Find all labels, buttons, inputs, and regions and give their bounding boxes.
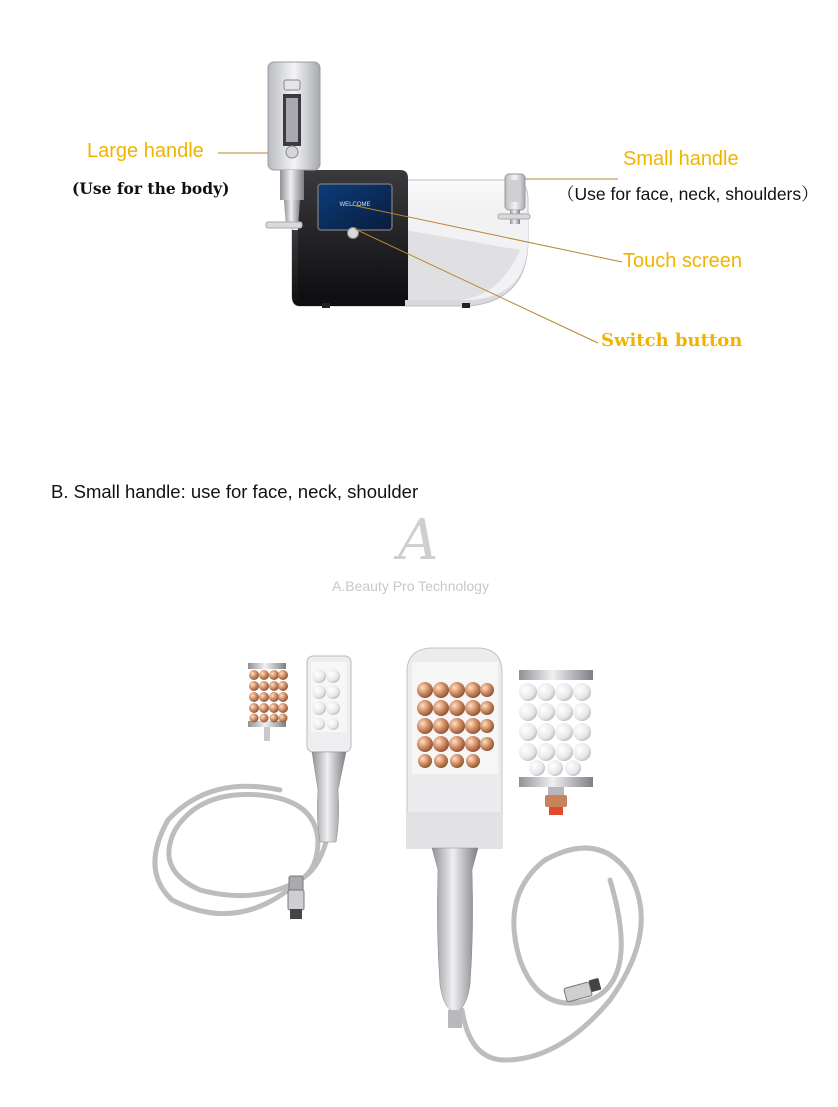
- watermark-text: A.Beauty Pro Technology: [332, 578, 489, 594]
- watermark-logo: A: [398, 508, 439, 573]
- switch-button: [348, 228, 359, 239]
- small-connector-icon: [288, 876, 304, 919]
- large-handle-label: Large handle: [87, 140, 204, 162]
- large-handle-cable: [462, 848, 641, 1060]
- small-handpiece-icon: [307, 656, 351, 842]
- large-handpiece-icon: [407, 648, 502, 1028]
- machine-illustration: [266, 62, 530, 308]
- screen-text: WELCOME: [339, 202, 371, 208]
- small-handle-usage-label: （Use for face, neck, shoulders）: [557, 184, 819, 204]
- switch-button-label: Switch button: [601, 330, 743, 351]
- small-rose-gold-roller-icon: [248, 663, 288, 741]
- large-white-roller-icon: [519, 670, 593, 815]
- large-handle-usage-label: (Use for the body): [72, 179, 230, 198]
- touch-screen-label: Touch screen: [623, 250, 742, 272]
- small-handle-label: Small handle: [623, 148, 739, 170]
- section-b-heading: B. Small handle: use for face, neck, shoulder: [51, 481, 419, 502]
